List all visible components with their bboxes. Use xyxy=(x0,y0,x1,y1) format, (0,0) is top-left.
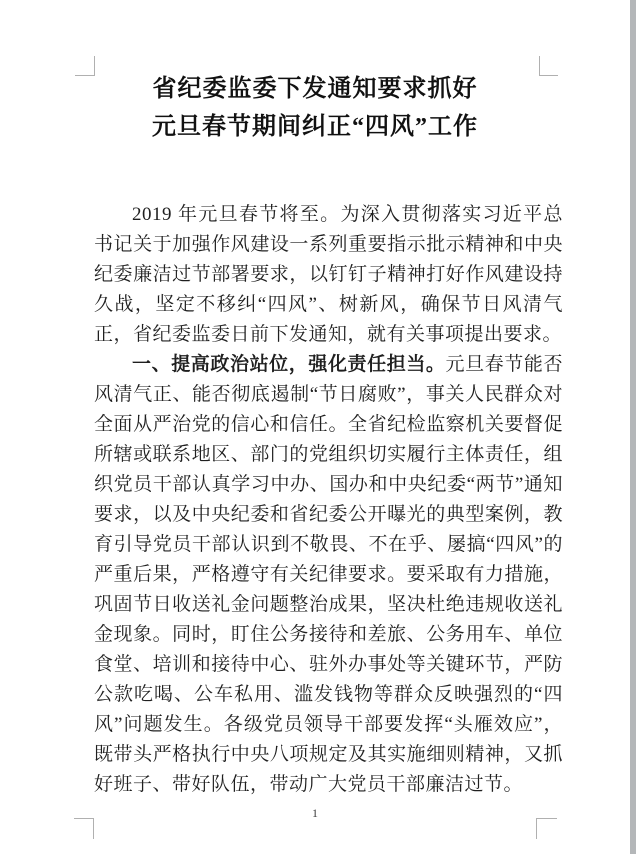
document-body xyxy=(94,200,563,800)
document-title-line-2: 元旦春节期间纠正“四风”工作 xyxy=(152,114,478,140)
paragraph-section-1 xyxy=(94,350,563,800)
page-number: 1 xyxy=(312,806,318,820)
document-title xyxy=(60,70,570,146)
page-right-edge-strip xyxy=(630,0,636,854)
document-title-line-1: 省纪委监委下发通知要求抓好 xyxy=(152,76,478,102)
paragraph-intro xyxy=(94,200,563,350)
text-boundary-mark-bottom-left xyxy=(74,818,94,839)
paragraph-section-1-text: 元旦春节能否风清气正、能否彻底遏制“节日腐败”，事关人民群众对全面从严治党的信心和信任。全省纪检监察机关要督促所辖或联系地区、部门的党组织切实履行主体责任，组织党员干部认真学习中办、国办和中央纪委“两节”通知要求，以及中央纪委和省纪委公开曝光的典型案例，教育引导党员干部认识到不敬畏、不在乎、屡搞“四风”的严重后果，严格遵守有关纪律要求。要采取有力措施，巩固节日收送礼金问题整治成果，坚决杜绝违规收送礼金现象。同时，盯住公务接待和差旅、公务用车、单位食堂、培训和接待中心、驻外办事处等关键环节，严防公款吃喝、公车私用、滥发钱物等群众反映强烈的“四风”问题发生。各级党员领导干部要发挥“头雁效应”，既带头严格执行中央八项规定及其实施细则精神，又抓好班子、带好队伍，带动广大党员干部廉洁过节。 xyxy=(94,354,563,795)
text-boundary-mark-bottom-right xyxy=(536,818,557,839)
paragraph-intro-text: 2019 年元旦春节将至。为深入贯彻落实习近平总书记关于加强作风建设一系列重要指示批示精神和中央纪委廉洁过节部署要求，以钉钉子精神打好作风建设持久战，坚定不移纠“四风”、树新风，确保节日风清气正，省纪委监委日前下发通知，就有关事项提出要求。 xyxy=(94,204,563,345)
paragraph-section-1-heading: 一、提高政治站位，强化责任担当。 xyxy=(132,354,446,375)
